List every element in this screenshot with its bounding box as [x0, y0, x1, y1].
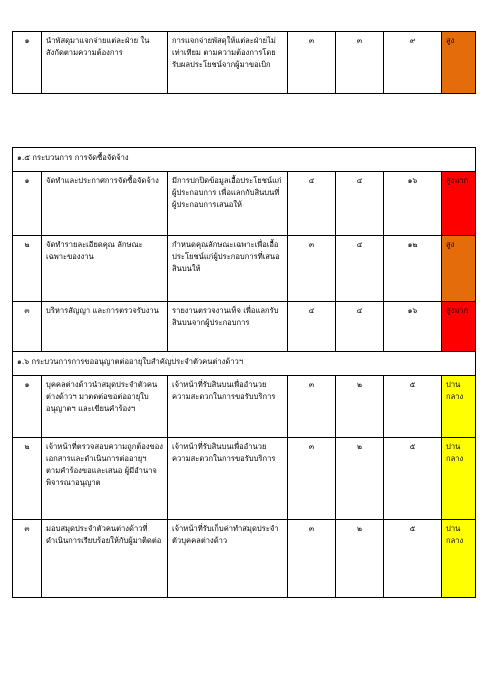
row-number: ๓ [13, 302, 42, 352]
likelihood-cell: ๓ [288, 520, 336, 598]
likelihood-cell: ๓ [288, 376, 336, 438]
process-cell: นำพัสดุมาแจกจ่ายแต่ละฝ่าย ในสังกัดตามความต้องการ [42, 32, 168, 94]
process-cell: จัดทำและประกาศการจัดซื้อจัดจ้าง [42, 172, 168, 236]
risk-level-cell: สูง [442, 32, 476, 94]
row-number: ๓ [13, 520, 42, 598]
score-cell: ๕ [384, 438, 442, 520]
risk-cell: เจ้าหน้าที่รับสินบนเพื่ออำนวยความสะดวกในการขอรับบริการ [168, 438, 288, 520]
risk-level-cell: ปานกลาง [442, 376, 476, 438]
risk-level-cell: ปานกลาง [442, 438, 476, 520]
risk-cell: กำหนดคุณลักษณะเฉพาะเพื่อเอื้อประโยชน์แก่ผู้ประกอบการที่เสนอ สินบนให้ [168, 236, 288, 302]
score-cell: ๕ [384, 520, 442, 598]
table-row [13, 376, 476, 438]
table-row [13, 172, 476, 236]
risk-table-continued [12, 31, 476, 94]
risk-table [12, 147, 476, 598]
impact-cell: ๔ [336, 302, 384, 352]
table-row [13, 236, 476, 302]
risk-level-cell: สูงมาก [442, 302, 476, 352]
likelihood-cell: ๓ [288, 438, 336, 520]
section-header-row [13, 148, 476, 172]
likelihood-cell: ๔ [288, 172, 336, 236]
risk-cell: เจ้าหน้าที่รับสินบนเพื่ออำนวยความสะดวกในการขอรับบริการ [168, 376, 288, 438]
table-row [13, 32, 476, 94]
process-cell: บริหารสัญญา และการตรวจรับงาน [42, 302, 168, 352]
risk-level-cell: สูง [442, 236, 476, 302]
risk-cell: มีการปกปิดข้อมูลเอื้อประโยชน์แก่ผู้ประกอบการ เพื่อแลกกับสินบนที่ผู้ประกอบการเสนอให้ [168, 172, 288, 236]
score-cell: ๙ [384, 32, 442, 94]
section-title: ๑.๖ กระบวนการการขออนุญาตต่ออายุใบสำคัญประจำตัวคนต่างด้าวฯ [13, 352, 476, 376]
table-row [13, 302, 476, 352]
score-cell: ๑๒ [384, 236, 442, 302]
score-cell: ๑๖ [384, 302, 442, 352]
impact-cell: ๔ [336, 236, 384, 302]
row-number: ๒ [13, 236, 42, 302]
likelihood-cell: ๓ [288, 32, 336, 94]
process-cell: บุคคลต่างด้าวนำสมุดประจำตัวคนต่างด้าวฯ มาตดต่อขอต่ออายุใบอนุญาตฯ และเขียนคำร้องฯ [42, 376, 168, 438]
section-header-row [13, 352, 476, 376]
impact-cell: ๔ [336, 172, 384, 236]
risk-cell: การแจกจ่ายพัสดุให้แต่ละฝ่ายไม่เท่าเทียม ตามความต้องการโดย รับผลประโยชน์จากผู้มาขอเบิก [168, 32, 288, 94]
process-cell: มอบสมุดประจำตัวคนต่างด้าวที่ดำเนินการเรียบร้อยให้กับผู้มาติดต่อ [42, 520, 168, 598]
section-title: ๑.๕ กระบวนการ การจัดซื้อจัดจ้าง [13, 148, 476, 172]
impact-cell: ๓ [336, 32, 384, 94]
row-number: ๑ [13, 32, 42, 94]
likelihood-cell: ๔ [288, 302, 336, 352]
risk-level-cell: สูงมาก [442, 172, 476, 236]
risk-cell: เจ้าหน้าที่รับเก็บค่าทำสมุดประจำตัวบุคคลต่างด้าว [168, 520, 288, 598]
score-cell: ๑๖ [384, 172, 442, 236]
process-cell: จัดทำรายละเอียดคุณ ลักษณะเฉพาะของงาน [42, 236, 168, 302]
table-row [13, 520, 476, 598]
impact-cell: ๒ [336, 438, 384, 520]
row-number: ๒ [13, 438, 42, 520]
process-cell: เจ้าหน้าที่ตรวจสอบความถูกต้องของเอกสารและดำเนินการต่ออายุฯ ตามคำร้องขอและเสนอ ผู้มีอำนาจพิจารณาอนุญาต [42, 438, 168, 520]
impact-cell: ๒ [336, 520, 384, 598]
impact-cell: ๒ [336, 376, 384, 438]
risk-level-cell: ปานกลาง [442, 520, 476, 598]
row-number: ๑ [13, 376, 42, 438]
table-row [13, 438, 476, 520]
risk-cell: รายงานตรวจงานเท็จ เพื่อแลกรับสินบนจากผู้ประกอบการ [168, 302, 288, 352]
likelihood-cell: ๓ [288, 236, 336, 302]
row-number: ๑ [13, 172, 42, 236]
score-cell: ๕ [384, 376, 442, 438]
